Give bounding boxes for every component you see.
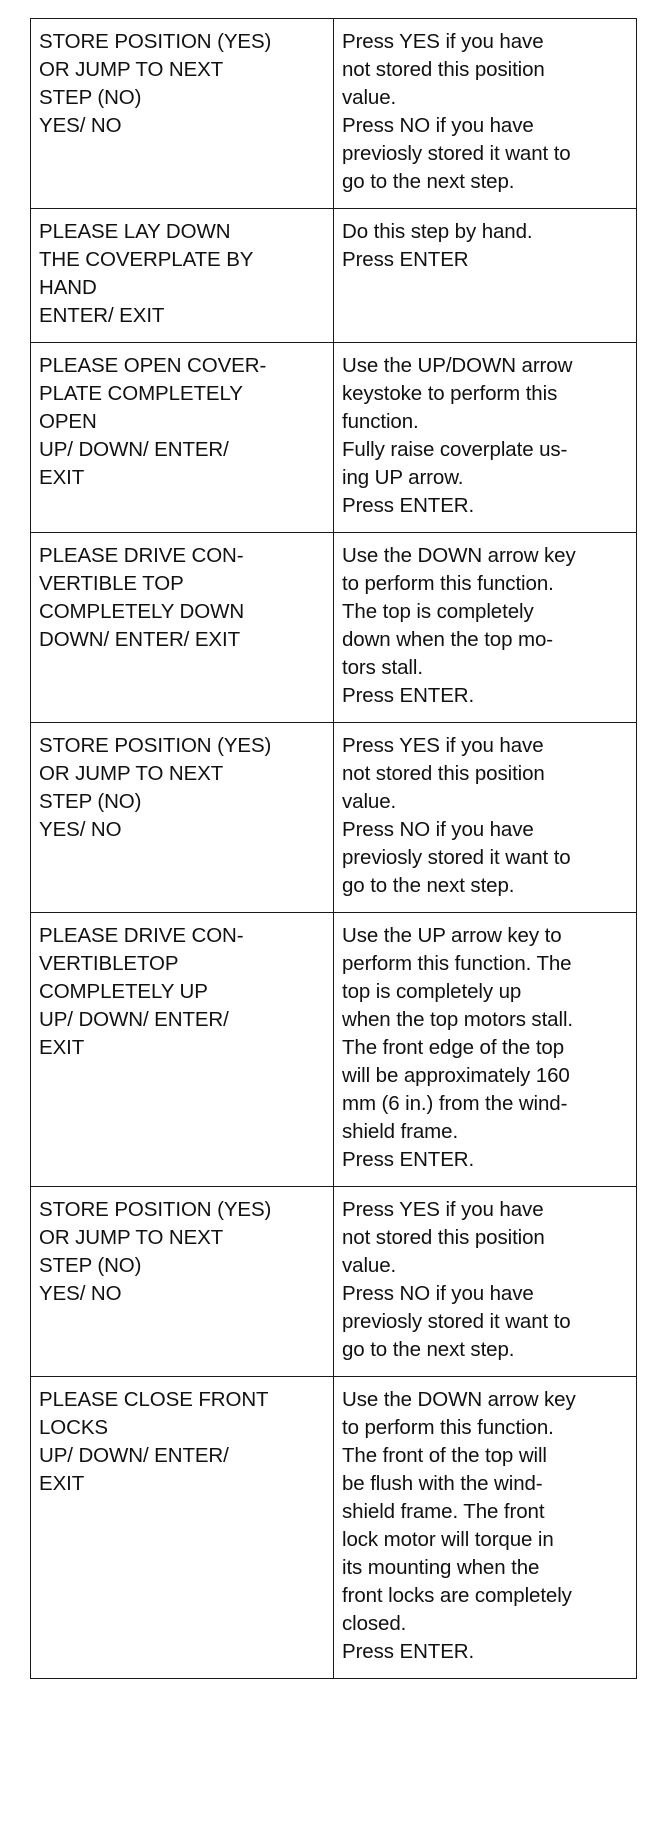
display-line: EXIT (39, 466, 85, 489)
action-line: Press ENTER. (342, 494, 475, 517)
display-line: PLEASE DRIVE CON- (39, 924, 244, 947)
action-line: The front of the top will (342, 1444, 547, 1467)
table-row (31, 1187, 637, 1377)
action-line: Use the DOWN arrow key (342, 1388, 576, 1411)
action-line: Press YES if you have (342, 734, 544, 757)
display-line: HAND (39, 276, 97, 299)
action-line: value. (342, 790, 397, 813)
table-row (31, 533, 637, 723)
action-cell (334, 19, 637, 209)
action-line: not stored this position (342, 1226, 545, 1249)
action-line: will be approximately 160 (342, 1064, 570, 1087)
action-line: go to the next step. (342, 170, 515, 193)
procedure-table-body (31, 19, 637, 1679)
action-line: perform this function. The (342, 952, 572, 975)
action-cell (334, 209, 637, 343)
display-message-cell (31, 19, 334, 209)
action-line: previosly stored it want to (342, 846, 571, 869)
display-line: STORE POSITION (YES) (39, 734, 272, 757)
display-line: UP/ DOWN/ ENTER/ (39, 1444, 229, 1467)
action-line: its mounting when the (342, 1556, 540, 1579)
display-line: VERTIBLETOP (39, 952, 179, 975)
display-line: STEP (NO) (39, 790, 142, 813)
action-line: tors stall. (342, 656, 423, 679)
action-line: front locks are completely (342, 1584, 572, 1607)
action-line: lock motor will torque in (342, 1528, 554, 1551)
action-line: The front edge of the top (342, 1036, 565, 1059)
action-line: The top is completely (342, 600, 534, 623)
action-line: Do this step by hand. (342, 220, 533, 243)
action-line: Use the UP/DOWN arrow (342, 354, 573, 377)
action-cell (334, 1187, 637, 1377)
action-line: Press NO if you have (342, 114, 534, 137)
display-line: OR JUMP TO NEXT (39, 1226, 224, 1249)
display-message-cell (31, 209, 334, 343)
action-cell (334, 343, 637, 533)
action-line: down when the top mo- (342, 628, 553, 651)
table-row (31, 209, 637, 343)
action-line: when the top motors stall. (342, 1008, 573, 1031)
display-line: PLEASE LAY DOWN (39, 220, 231, 243)
action-line: previosly stored it want to (342, 142, 571, 165)
action-cell (334, 1377, 637, 1679)
display-line: PLEASE CLOSE FRONT (39, 1388, 269, 1411)
display-line: OR JUMP TO NEXT (39, 762, 224, 785)
display-line: THE COVERPLATE BY (39, 248, 254, 271)
action-line: keystoke to perform this (342, 382, 558, 405)
table-row (31, 1377, 637, 1679)
action-line: Press YES if you have (342, 1198, 544, 1221)
action-line: Press YES if you have (342, 30, 544, 53)
action-line: previosly stored it want to (342, 1310, 571, 1333)
action-line: Use the UP arrow key to (342, 924, 562, 947)
display-message-cell (31, 1377, 334, 1679)
action-line: top is completely up (342, 980, 522, 1003)
display-message-cell (31, 343, 334, 533)
action-line: closed. (342, 1612, 407, 1635)
display-message-cell (31, 913, 334, 1187)
table-row (31, 723, 637, 913)
display-line: STEP (NO) (39, 1254, 142, 1277)
display-line: YES/ NO (39, 818, 122, 841)
display-line: LOCKS (39, 1416, 108, 1439)
display-line: PLATE COMPLETELY (39, 382, 243, 405)
action-line: shield frame. The front (342, 1500, 545, 1523)
display-line: OR JUMP TO NEXT (39, 58, 224, 81)
display-line: COMPLETELY UP (39, 980, 208, 1003)
action-line: Press ENTER. (342, 1148, 475, 1171)
table-row (31, 343, 637, 533)
action-line: mm (6 in.) from the wind- (342, 1092, 568, 1115)
display-line: STEP (NO) (39, 86, 142, 109)
action-line: ing UP arrow. (342, 466, 464, 489)
display-line: OPEN (39, 410, 97, 433)
action-line: function. (342, 410, 419, 433)
action-line: Press ENTER. (342, 1640, 475, 1663)
action-line: to perform this function. (342, 572, 554, 595)
action-cell (334, 723, 637, 913)
display-line: DOWN/ ENTER/ EXIT (39, 628, 241, 651)
display-line: UP/ DOWN/ ENTER/ (39, 1008, 229, 1031)
action-line: Press NO if you have (342, 818, 534, 841)
action-line: value. (342, 86, 397, 109)
action-line: go to the next step. (342, 1338, 515, 1361)
display-line: PLEASE OPEN COVER- (39, 354, 267, 377)
action-line: Use the DOWN arrow key (342, 544, 576, 567)
display-message-cell (31, 723, 334, 913)
procedure-table (30, 18, 637, 1679)
display-message-cell (31, 533, 334, 723)
display-line: PLEASE DRIVE CON- (39, 544, 244, 567)
action-line: not stored this position (342, 762, 545, 785)
action-line: Press ENTER. (342, 684, 475, 707)
display-line: EXIT (39, 1472, 85, 1495)
display-line: STORE POSITION (YES) (39, 1198, 272, 1221)
action-cell (334, 913, 637, 1187)
action-line: Press NO if you have (342, 1282, 534, 1305)
action-line: Press ENTER (342, 248, 469, 271)
action-line: value. (342, 1254, 397, 1277)
display-line: COMPLETELY DOWN (39, 600, 245, 623)
display-line: ENTER/ EXIT (39, 304, 165, 327)
display-line: YES/ NO (39, 1282, 122, 1305)
table-row (31, 913, 637, 1187)
action-line: not stored this position (342, 58, 545, 81)
action-cell (334, 533, 637, 723)
display-line: VERTIBLE TOP (39, 572, 184, 595)
display-line: UP/ DOWN/ ENTER/ (39, 438, 229, 461)
action-line: to perform this function. (342, 1416, 554, 1439)
action-line: Fully raise coverplate us- (342, 438, 568, 461)
action-line: shield frame. (342, 1120, 459, 1143)
table-row (31, 19, 637, 209)
action-line: go to the next step. (342, 874, 515, 897)
display-line: EXIT (39, 1036, 85, 1059)
action-line: be flush with the wind- (342, 1472, 543, 1495)
display-message-cell (31, 1187, 334, 1377)
display-line: STORE POSITION (YES) (39, 30, 272, 53)
display-line: YES/ NO (39, 114, 122, 137)
